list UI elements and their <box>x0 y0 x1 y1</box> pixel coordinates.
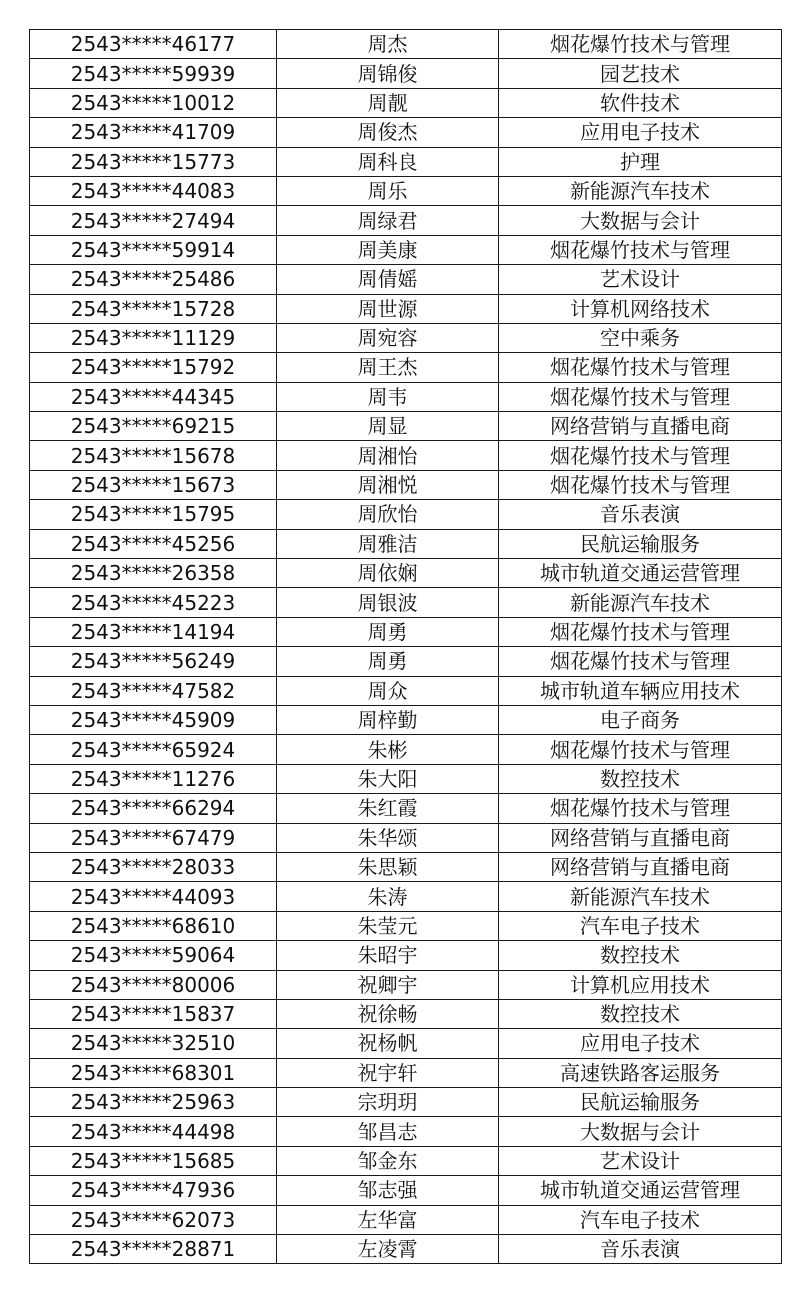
table-row <box>30 764 782 793</box>
table-row <box>30 1205 782 1234</box>
table-row <box>30 1029 782 1058</box>
table-row <box>30 382 782 411</box>
major-cell: 艺术设计 <box>499 265 782 294</box>
student-id-cell: 2543*****47936 <box>30 1176 277 1205</box>
table-row <box>30 941 782 970</box>
major-cell: 新能源汽车技术 <box>499 882 782 911</box>
major-cell: 网络营销与直播电商 <box>499 852 782 881</box>
student-name-cell: 周俊杰 <box>277 118 499 147</box>
table-row <box>30 705 782 734</box>
major-cell: 软件技术 <box>499 88 782 117</box>
student-id-cell: 2543*****15837 <box>30 999 277 1028</box>
major-cell: 烟花爆竹技术与管理 <box>499 470 782 499</box>
student-id-cell: 2543*****66294 <box>30 794 277 823</box>
student-name-cell: 周勇 <box>277 617 499 646</box>
roster-body <box>30 30 782 1264</box>
student-name-cell: 周杰 <box>277 30 499 59</box>
major-cell: 计算机网络技术 <box>499 294 782 323</box>
student-name-cell: 周众 <box>277 676 499 705</box>
student-id-cell: 2543*****62073 <box>30 1205 277 1234</box>
student-name-cell: 朱红霞 <box>277 794 499 823</box>
major-cell: 大数据与会计 <box>499 1117 782 1146</box>
student-name-cell: 周乐 <box>277 176 499 205</box>
student-name-cell: 朱莹元 <box>277 911 499 940</box>
table-row <box>30 647 782 676</box>
table-row <box>30 265 782 294</box>
table-row <box>30 852 782 881</box>
student-name-cell: 周雅洁 <box>277 529 499 558</box>
table-row <box>30 88 782 117</box>
student-id-cell: 2543*****44083 <box>30 176 277 205</box>
major-cell: 烟花爆竹技术与管理 <box>499 735 782 764</box>
table-row <box>30 441 782 470</box>
major-cell: 计算机应用技术 <box>499 970 782 999</box>
table-row <box>30 1088 782 1117</box>
student-id-cell: 2543*****45223 <box>30 588 277 617</box>
table-row <box>30 529 782 558</box>
major-cell: 应用电子技术 <box>499 1029 782 1058</box>
student-name-cell: 左凌霄 <box>277 1235 499 1264</box>
table-row <box>30 323 782 352</box>
student-name-cell: 周韦 <box>277 382 499 411</box>
student-id-cell: 2543*****15678 <box>30 441 277 470</box>
table-row <box>30 470 782 499</box>
student-name-cell: 邹志强 <box>277 1176 499 1205</box>
student-name-cell: 朱昭宇 <box>277 941 499 970</box>
table-row <box>30 59 782 88</box>
table-row <box>30 353 782 382</box>
student-id-cell: 2543*****15728 <box>30 294 277 323</box>
student-id-cell: 2543*****41709 <box>30 118 277 147</box>
major-cell: 民航运输服务 <box>499 529 782 558</box>
major-cell: 数控技术 <box>499 941 782 970</box>
table-row <box>30 412 782 441</box>
student-id-cell: 2543*****28033 <box>30 852 277 881</box>
table-row <box>30 1235 782 1264</box>
student-name-cell: 周欣怡 <box>277 500 499 529</box>
major-cell: 汽车电子技术 <box>499 911 782 940</box>
table-row <box>30 118 782 147</box>
major-cell: 网络营销与直播电商 <box>499 412 782 441</box>
student-name-cell: 周绿君 <box>277 206 499 235</box>
student-id-cell: 2543*****44093 <box>30 882 277 911</box>
student-id-cell: 2543*****69215 <box>30 412 277 441</box>
student-id-cell: 2543*****44345 <box>30 382 277 411</box>
student-id-cell: 2543*****11276 <box>30 764 277 793</box>
major-cell: 烟花爆竹技术与管理 <box>499 353 782 382</box>
table-row <box>30 294 782 323</box>
student-name-cell: 周靓 <box>277 88 499 117</box>
major-cell: 新能源汽车技术 <box>499 588 782 617</box>
student-id-cell: 2543*****44498 <box>30 1117 277 1146</box>
student-roster-table <box>29 29 782 1264</box>
major-cell: 烟花爆竹技术与管理 <box>499 617 782 646</box>
student-id-cell: 2543*****56249 <box>30 647 277 676</box>
student-id-cell: 2543*****11129 <box>30 323 277 352</box>
student-name-cell: 周锦俊 <box>277 59 499 88</box>
student-id-cell: 2543*****14194 <box>30 617 277 646</box>
student-name-cell: 祝杨帆 <box>277 1029 499 1058</box>
major-cell: 数控技术 <box>499 999 782 1028</box>
student-id-cell: 2543*****15795 <box>30 500 277 529</box>
table-row <box>30 1176 782 1205</box>
student-id-cell: 2543*****68301 <box>30 1058 277 1087</box>
student-name-cell: 朱彬 <box>277 735 499 764</box>
student-id-cell: 2543*****45256 <box>30 529 277 558</box>
major-cell: 城市轨道交通运营管理 <box>499 1176 782 1205</box>
student-id-cell: 2543*****32510 <box>30 1029 277 1058</box>
student-id-cell: 2543*****28871 <box>30 1235 277 1264</box>
student-id-cell: 2543*****59939 <box>30 59 277 88</box>
table-row <box>30 206 782 235</box>
student-name-cell: 周依娴 <box>277 559 499 588</box>
table-row <box>30 235 782 264</box>
student-name-cell: 周银波 <box>277 588 499 617</box>
table-row <box>30 176 782 205</box>
major-cell: 大数据与会计 <box>499 206 782 235</box>
table-row <box>30 823 782 852</box>
student-name-cell: 朱涛 <box>277 882 499 911</box>
student-name-cell: 邹金东 <box>277 1146 499 1175</box>
table-row <box>30 1146 782 1175</box>
table-row <box>30 882 782 911</box>
table-row <box>30 911 782 940</box>
student-name-cell: 周湘怡 <box>277 441 499 470</box>
major-cell: 护理 <box>499 147 782 176</box>
major-cell: 城市轨道车辆应用技术 <box>499 676 782 705</box>
table-row <box>30 999 782 1028</box>
student-id-cell: 2543*****59914 <box>30 235 277 264</box>
major-cell: 高速铁路客运服务 <box>499 1058 782 1087</box>
major-cell: 艺术设计 <box>499 1146 782 1175</box>
table-row <box>30 794 782 823</box>
student-name-cell: 朱大阳 <box>277 764 499 793</box>
student-name-cell: 周倩媱 <box>277 265 499 294</box>
major-cell: 城市轨道交通运营管理 <box>499 559 782 588</box>
table-row <box>30 676 782 705</box>
student-id-cell: 2543*****15685 <box>30 1146 277 1175</box>
student-id-cell: 2543*****25486 <box>30 265 277 294</box>
student-id-cell: 2543*****65924 <box>30 735 277 764</box>
student-name-cell: 周湘悦 <box>277 470 499 499</box>
student-name-cell: 左华富 <box>277 1205 499 1234</box>
major-cell: 音乐表演 <box>499 500 782 529</box>
major-cell: 数控技术 <box>499 764 782 793</box>
student-id-cell: 2543*****27494 <box>30 206 277 235</box>
student-name-cell: 邹昌志 <box>277 1117 499 1146</box>
student-id-cell: 2543*****46177 <box>30 30 277 59</box>
student-name-cell: 周美康 <box>277 235 499 264</box>
major-cell: 应用电子技术 <box>499 118 782 147</box>
student-id-cell: 2543*****67479 <box>30 823 277 852</box>
student-id-cell: 2543*****25963 <box>30 1088 277 1117</box>
table-row <box>30 735 782 764</box>
major-cell: 园艺技术 <box>499 59 782 88</box>
table-row <box>30 617 782 646</box>
student-id-cell: 2543*****15792 <box>30 353 277 382</box>
student-name-cell: 朱华颂 <box>277 823 499 852</box>
major-cell: 空中乘务 <box>499 323 782 352</box>
student-name-cell: 周宛容 <box>277 323 499 352</box>
table-row <box>30 30 782 59</box>
major-cell: 烟花爆竹技术与管理 <box>499 235 782 264</box>
student-id-cell: 2543*****59064 <box>30 941 277 970</box>
major-cell: 电子商务 <box>499 705 782 734</box>
major-cell: 民航运输服务 <box>499 1088 782 1117</box>
table-row <box>30 500 782 529</box>
student-name-cell: 周勇 <box>277 647 499 676</box>
student-name-cell: 祝徐畅 <box>277 999 499 1028</box>
student-name-cell: 祝宇轩 <box>277 1058 499 1087</box>
major-cell: 烟花爆竹技术与管理 <box>499 441 782 470</box>
student-id-cell: 2543*****47582 <box>30 676 277 705</box>
student-id-cell: 2543*****15673 <box>30 470 277 499</box>
student-id-cell: 2543*****45909 <box>30 705 277 734</box>
table-row <box>30 1058 782 1087</box>
table-row <box>30 559 782 588</box>
student-id-cell: 2543*****15773 <box>30 147 277 176</box>
student-name-cell: 周显 <box>277 412 499 441</box>
student-id-cell: 2543*****10012 <box>30 88 277 117</box>
student-name-cell: 宗玥玥 <box>277 1088 499 1117</box>
major-cell: 新能源汽车技术 <box>499 176 782 205</box>
major-cell: 烟花爆竹技术与管理 <box>499 30 782 59</box>
major-cell: 网络营销与直播电商 <box>499 823 782 852</box>
major-cell: 烟花爆竹技术与管理 <box>499 382 782 411</box>
table-row <box>30 1117 782 1146</box>
student-name-cell: 周王杰 <box>277 353 499 382</box>
student-name-cell: 朱思颖 <box>277 852 499 881</box>
student-name-cell: 周科良 <box>277 147 499 176</box>
major-cell: 烟花爆竹技术与管理 <box>499 647 782 676</box>
major-cell: 汽车电子技术 <box>499 1205 782 1234</box>
major-cell: 音乐表演 <box>499 1235 782 1264</box>
table-row <box>30 147 782 176</box>
student-name-cell: 周世源 <box>277 294 499 323</box>
student-id-cell: 2543*****68610 <box>30 911 277 940</box>
major-cell: 烟花爆竹技术与管理 <box>499 794 782 823</box>
student-name-cell: 祝卿宇 <box>277 970 499 999</box>
table-row <box>30 588 782 617</box>
student-id-cell: 2543*****26358 <box>30 559 277 588</box>
student-id-cell: 2543*****80006 <box>30 970 277 999</box>
table-row <box>30 970 782 999</box>
student-name-cell: 周梓勤 <box>277 705 499 734</box>
